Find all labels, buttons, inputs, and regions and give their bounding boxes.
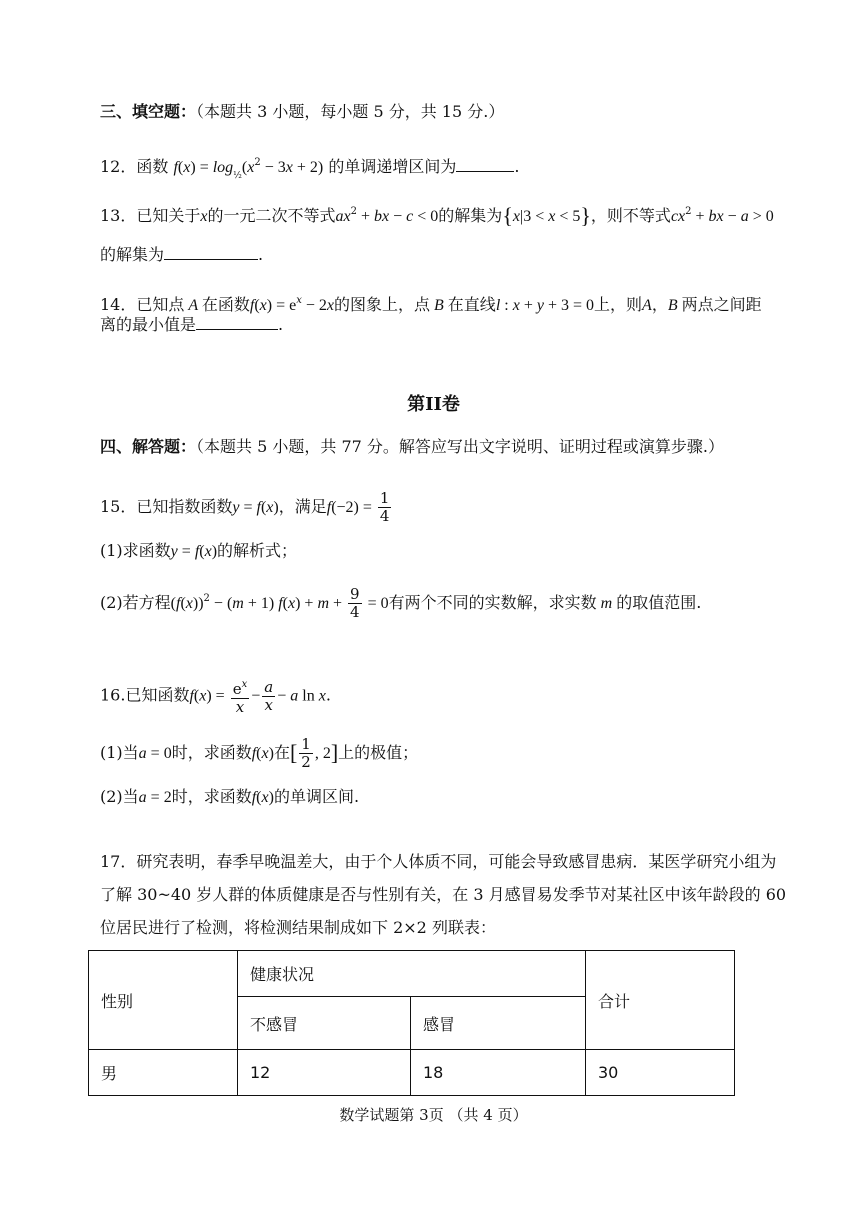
table-row [89, 1050, 735, 1096]
question-15-part2: (2)若方程$(f(x))^2 - (m + 1) f(x) + m$ + $\frac{9}{4}$ = 0有两个不同的实数解，求实数 m 的取值范围. [100, 585, 702, 621]
header-health: 健康状况 [238, 951, 586, 997]
question-16-part1: (1)当a = 0时，求函数f(x)在[ $\frac{1}{2}$ , 2]上的极值； [100, 735, 419, 771]
answer-blank-14 [196, 315, 278, 330]
row-label: 男 [89, 1050, 238, 1096]
question-13: 13．已知关于x的一元二次不等式$ax^2$ + bx − c < 0的解集为{x|3 < x < 5}，则不等式$cx^2$ + bx − a > 0 [100, 203, 774, 228]
question-17-line2: 了解 30~40 岁人群的体质健康是否与性别有关，在 3 月感冒易发季节对某社区中该年龄段的 60 [100, 885, 787, 904]
fraction-a-over-x: $\frac{a}{x}$ [264, 677, 274, 714]
fraction-ex-over-x: $\frac{e^x}{x}$ [231, 676, 250, 716]
answer-blank-12 [456, 157, 514, 172]
fraction-one-quarter: $\frac{1}{4}$ [379, 489, 390, 525]
header-no-cold: 不感冒 [238, 997, 411, 1050]
section3-heading [100, 101, 504, 123]
q12-function: f [173, 159, 178, 176]
fraction-one-half: $\frac{1}{2}$ [301, 735, 311, 771]
question-15: 15．已知指数函数y = f(x)，满足f(−2) = $\frac{1}{4}$ [100, 489, 390, 525]
header-gender: 性别 [89, 951, 238, 1050]
question-16: 16.已知函数f(x) = $\frac{e^x}{x}$ − $\frac{a}{x}$ − a ln x. [100, 677, 331, 716]
question-12: 12．函数 $f(x) = \log_{\frac{1}{2}}(x^2 - 3x + 2)$ 的单调递增区间为 . [100, 157, 520, 181]
header-total: 合计 [586, 951, 735, 1050]
section4-title: 四、解答题： [100, 437, 197, 456]
question-15-part1: (1)求函数y = f(x)的解析式； [100, 541, 298, 560]
header-cold: 感冒 [411, 997, 586, 1050]
question-17-line1: 17．研究表明，春季早晚温差大，由于个人体质不同，可能会导致感冒患病．某医学研究小组为 [100, 852, 777, 871]
question-16-part2: (2)当a = 2时，求函数f(x)的单调区间. [100, 787, 360, 806]
contingency-table [88, 950, 735, 1096]
section4-heading [100, 436, 724, 458]
answer-blank-13 [164, 245, 258, 260]
part2-title: 第II卷 [407, 394, 460, 415]
section3-title: 三、填空题： [100, 102, 197, 121]
cell-no-cold: 12 [238, 1050, 411, 1096]
question-13-line2: 的解集为 . [100, 245, 264, 264]
section4-note: （本题共 5 小题，共 77 分。解答应写出文字说明、证明过程或演算步骤.） [196, 437, 724, 456]
question-14-line2: 离的最小值是 . [100, 315, 284, 334]
cell-total: 30 [586, 1050, 735, 1096]
page-footer: 数学试题第 3页 （共 4 页） [339, 1106, 528, 1124]
fraction-nine-quarters: $\frac{9}{4}$ [350, 585, 360, 621]
section3-note: （本题共 3 小题，每小题 5 分，共 15 分.） [196, 102, 505, 121]
question-17-line3: 位居民进行了检测，将检测结果制成如下 2×2 列联表： [100, 918, 496, 937]
question-14: 14．已知点 A 在函数$f(x) = e^x - 2x$的图象上，点 B 在直线l : x + y + 3 = 0上，则A，B 两点之间距 [100, 295, 762, 314]
cell-cold: 18 [411, 1050, 586, 1096]
